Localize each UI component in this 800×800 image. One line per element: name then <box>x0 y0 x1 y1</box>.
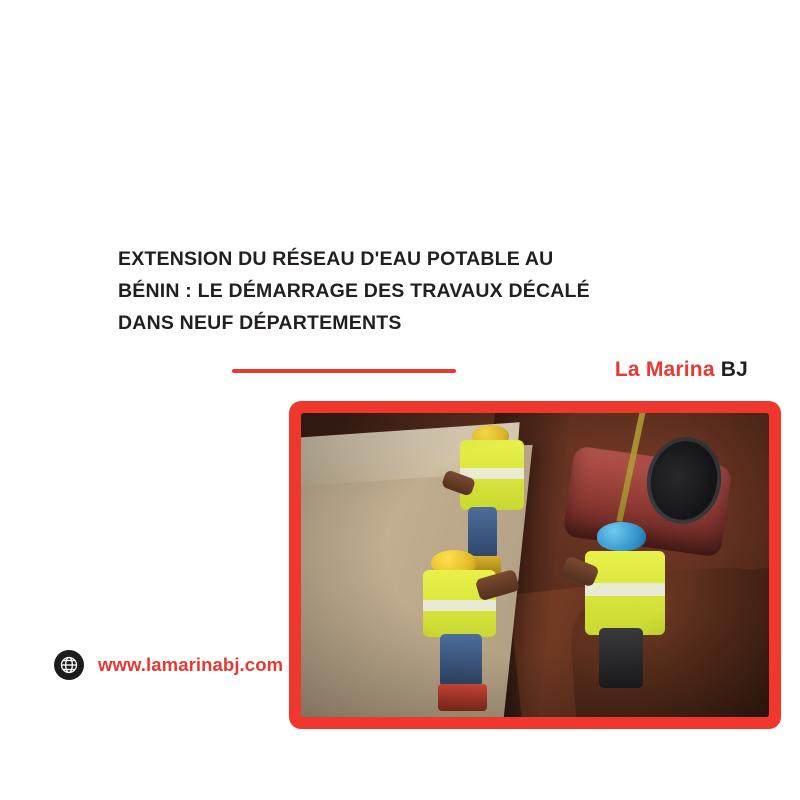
photo-frame <box>289 401 781 729</box>
headline-line-3: DANS NEUF DÉPARTEMENTS <box>118 312 402 334</box>
accent-divider <box>232 369 456 373</box>
brand-name-primary: La Marina <box>614 358 715 381</box>
headline-line-2: BÉNIN : LE DÉMARRAGE DES TRAVAUX DÉCALÉ <box>118 280 590 302</box>
news-photo <box>301 413 769 717</box>
website-url[interactable]: www.lamarinabj.com <box>98 654 284 675</box>
photo-vignette <box>301 413 769 717</box>
brand-logo <box>615 358 748 382</box>
globe-icon <box>54 650 84 680</box>
brand-name-secondary: BJ <box>720 358 748 381</box>
website-footer[interactable] <box>54 650 283 680</box>
headline-line-1: EXTENSION DU RÉSEAU D'EAU POTABLE AU <box>118 248 554 270</box>
page-title <box>118 243 678 339</box>
